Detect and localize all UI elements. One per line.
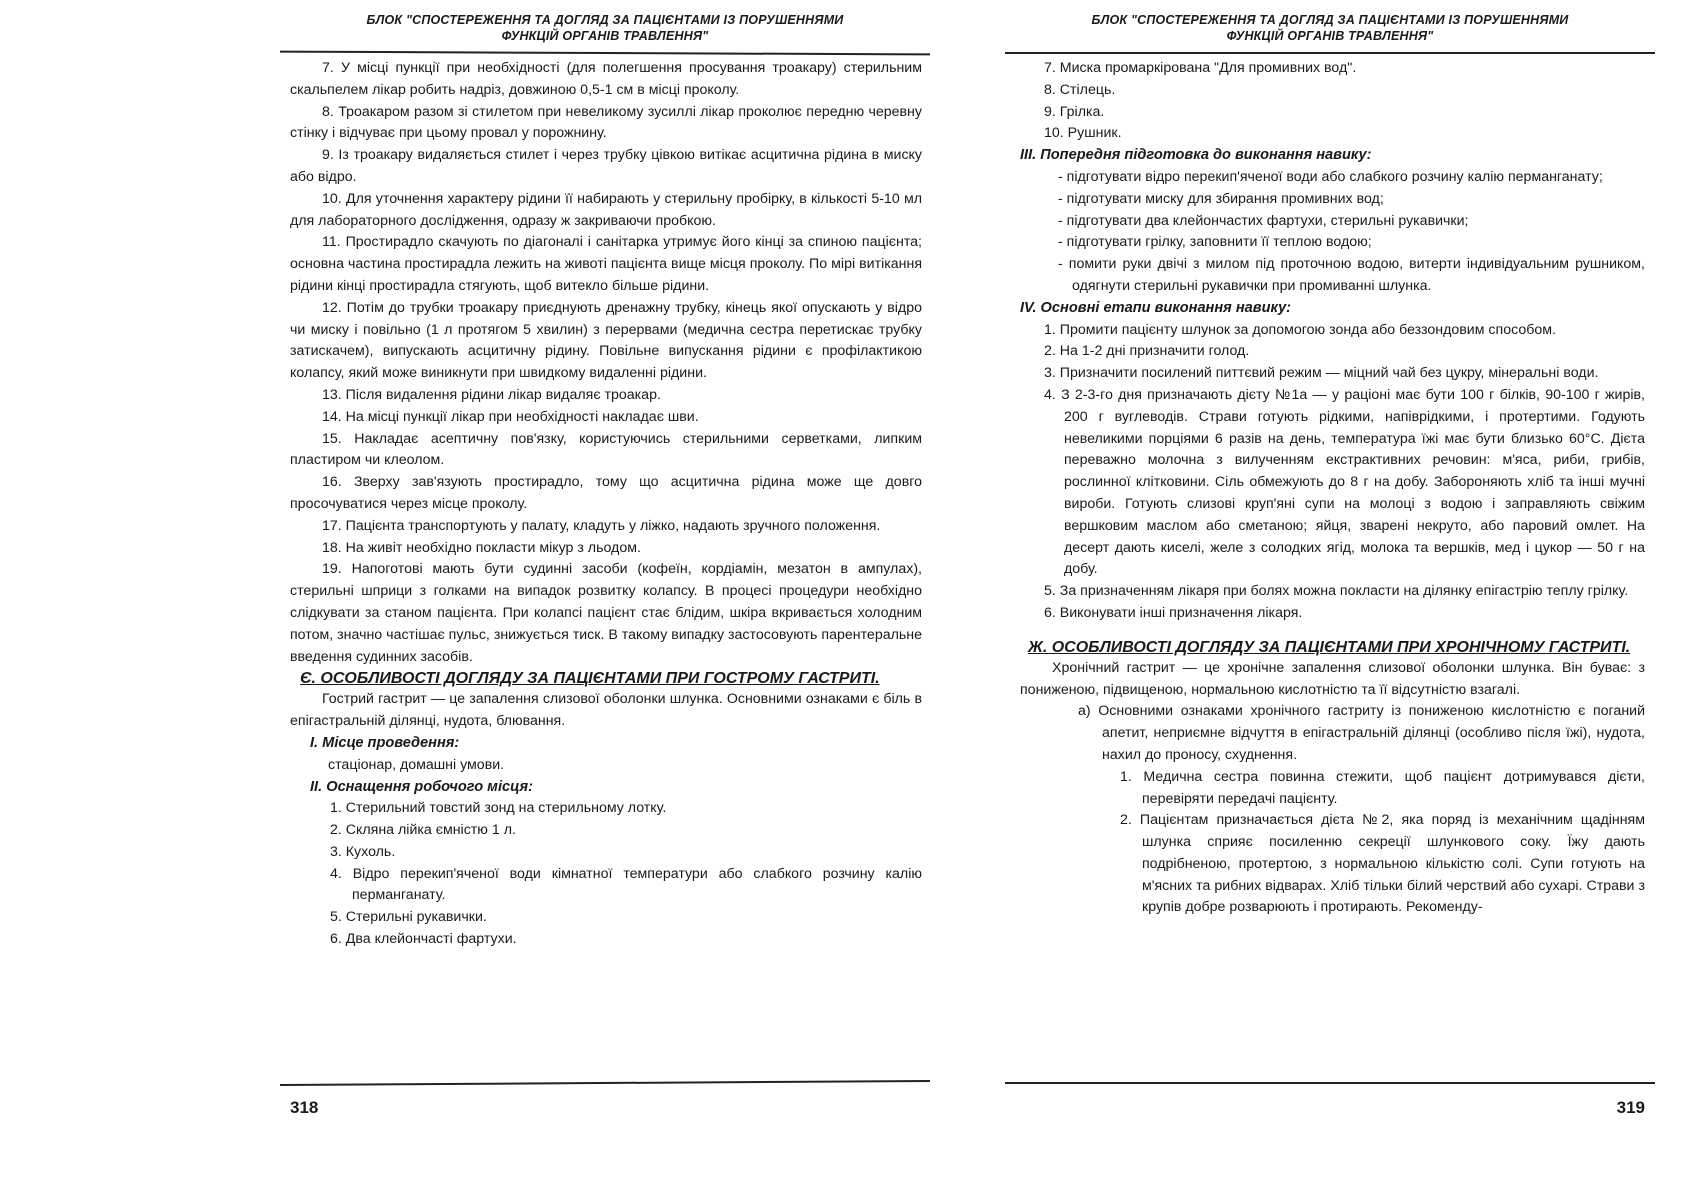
- subsection-heading: ІІ. Оснащення робочого місця:: [310, 778, 534, 795]
- paragraph: 8. Троакаром разом зі стилетом при невеликому зусиллі лікар проколює передню черевну стінку і відчуває при цьому провал у порожнину.: [290, 103, 922, 142]
- step-item: 5. За призначенням лікаря при болях можна покласти на ділянку епігастрію теплу грілку.: [1044, 583, 1629, 600]
- right-page: [1005, 0, 1655, 1193]
- prep-item: - підготувати два клейончастих фартухи, стерильні рукавички;: [1058, 212, 1469, 229]
- list-item: 5. Стерильні рукавички.: [330, 909, 487, 926]
- list-item: 6. Два клейончасті фартухи.: [330, 931, 517, 948]
- page-text: [290, 58, 922, 951]
- page-text: [1020, 58, 1645, 919]
- place-text: стаціонар, домашні умови.: [328, 756, 505, 773]
- subsection-heading: І. Місце проведення:: [310, 734, 460, 751]
- page-number: 318: [290, 1098, 319, 1117]
- section-intro: Гострий гастрит — це запалення слизової оболонки шлунка. Основними ознаками є біль в епігастральній ділянці, нудота, блювання.: [290, 691, 922, 730]
- paragraph: 7. У місці пункції при необхідності (для полегшення просування троакару) стерильним скальпелем лікар робить надріз, довжиною 0,5-1 см в місці проколу.: [290, 60, 922, 98]
- paragraph: 16. Зверху зав'язують простирадло, тому що асцитична рідина може ще довго просочуватися через місце проколу.: [290, 474, 922, 512]
- running-head-line: БЛОК "СПОСТЕРЕЖЕННЯ ТА ДОГЛЯД ЗА ПАЦІЄНТАМИ ІЗ ПОРУШЕННЯМИ: [1091, 13, 1569, 27]
- running-head-line: ФУНКЦІЙ ОРГАНІВ ТРАВЛЕННЯ": [501, 29, 709, 43]
- prep-item: - помити руки двічі з милом під проточною водою, витерти індивідуальним рушником, одягнути стерильні рукавички при промиванні шлунка.: [1058, 256, 1645, 294]
- step-item: 3. Призначити посилений питтєвий режим — міцний чай без цукру, мінеральні води.: [1044, 365, 1599, 382]
- header-rule: [1005, 52, 1655, 54]
- left-page: [280, 0, 930, 1193]
- running-head: [1005, 12, 1655, 44]
- subpoint-a: а) Основними ознаками хронічного гастриту із пониженою кислотністю є поганий апетит, неприємне відчуття в епігастральній ділянці (особливо після їжі), нудота, нахил до проносу, схуднення.: [1078, 703, 1645, 763]
- step-item: 2. На 1-2 дні призначити голод.: [1044, 343, 1250, 360]
- paragraph: 19. Напоготові мають бути судинні засоби (кофеїн, кордіамін, мезатон в ампулах), стерильні шприци з голками на випадок розвитку колапсу. В процесі процедури необхідно слідкувати за станом пацієнта. При колапсі пацієнт стає блідим, шкіра вкривається холодним потом, значно частішає пульс, знижується тиск. В такому випадку застосовують парентеральне введення судинних засобів.: [290, 561, 922, 665]
- section-title: Є. ОСОБЛИВОСТІ ДОГЛЯДУ ЗА ПАЦІЄНТАМИ ПРИ ГОСТРОМУ ГАСТРИТІ.: [300, 670, 880, 688]
- paragraph: 13. Після видалення рідини лікар видаляє троакар.: [322, 386, 661, 403]
- sub-item: 1. Медична сестра повинна стежити, щоб пацієнт дотримувався дієти, перевіряти передачі пацієнту.: [1120, 768, 1645, 807]
- page-number: 319: [1616, 1098, 1645, 1117]
- list-item: 10. Рушник.: [1044, 125, 1122, 142]
- list-item: 1. Стерильний товстий зонд на стерильному лотку.: [330, 800, 667, 817]
- running-head-line: БЛОК "СПОСТЕРЕЖЕННЯ ТА ДОГЛЯД ЗА ПАЦІЄНТАМИ ІЗ ПОРУШЕННЯМИ: [366, 13, 844, 27]
- prep-item: - підготувати миску для збирання промивних вод;: [1058, 190, 1384, 207]
- sub-item: 2. Пацієнтам призначається дієта №2, яка поряд із механічним щадінням шлунка сприяє посиленню секреції шлункового соку. Їжу дають подрібненою, протертою, з нормальною кількістю солі. Супи готують на м'ясних та рибних відварах. Хліб тільки білий черствий або сухарі. Страви з крупів добре розварюють і протирають. Рекоменду-: [1120, 812, 1645, 916]
- step-item: 1. Промити пацієнту шлунок за допомогою зонда або беззондовим способом.: [1044, 321, 1556, 338]
- paragraph: 12. Потім до трубки троакару приєднують дренажну трубку, кінець якої опускають у відро чи миску і повільно (1 л протягом 5 хвилин) з перервами (медична сестра перетискає трубку затискачем), випускають асцитичну рідину. Повільне випускання рідини є профілактикою колапсу, який може виникнути при швидкому видаленні рідини.: [290, 299, 922, 382]
- footer-rule: [280, 1080, 930, 1086]
- subsection-heading: IV. Основні етапи виконання навику:: [1020, 299, 1292, 316]
- section-intro: Хронічний гастрит — це хронічне запалення слизової оболонки шлунка. Він буває: з пониженою, підвищеною, нормальною кислотністю та її відсутністю взагалі.: [1020, 659, 1645, 698]
- paragraph: 9. Із троакару видаляється стилет і через трубку цівкою витікає асцитична рідина в миску або відро.: [290, 147, 922, 185]
- footer-rule: [1005, 1082, 1655, 1084]
- section-title: Ж. ОСОБЛИВОСТІ ДОГЛЯДУ ЗА ПАЦІЄНТАМИ ПРИ ХРОНІЧНОМУ ГАСТРИТІ.: [1028, 638, 1631, 656]
- list-item: 9. Грілка.: [1044, 103, 1105, 120]
- subsection-heading: ІІІ. Попередня підготовка до виконання навику:: [1020, 147, 1372, 164]
- step-item: 6. Виконувати інші призначення лікаря.: [1044, 604, 1303, 621]
- paragraph: 15. Накладає асептичну пов'язку, користуючись стерильними серветками, липким пластиром чи клеолом.: [290, 430, 922, 469]
- list-item: 8. Стілець.: [1044, 81, 1116, 98]
- step-item: 4. З 2-3-го дня призначають дієту №1а — у раціоні має бути 100 г білків, 90-100 г жирів, 200 г вуглеводів. Страви готують рідкими, напіврідкими, і протертими. Годують невеликими порціями 6 разів на день, температура їжі має бути близько 60°С. Дієта переважно молочна з вилученням екстрактивних речовин: м'яса, риби, грибів, рослинної клітковини. Сіль обмежують до 8 г на добу. Забороняють хліб та інші мучні вироби. Готують слизові круп'яні супи на молоці з водою і заправляють свіжим вершковим маслом або сметаною; яйця, зварені некруто, або паровий омлет. На десерт дають киселі, желе з солодких ягід, молока та вершків, мед і цукор — 50 г на добу.: [1044, 386, 1645, 578]
- prep-item: - підготувати відро перекип'яченої води або слабкого розчину калію перманганату;: [1058, 168, 1603, 185]
- list-item: 3. Кухоль.: [330, 843, 396, 860]
- paragraph: 17. Пацієнта транспортують у палату, кладуть у ліжко, надають зручного положення.: [322, 517, 881, 534]
- list-item: 4. Відро перекип'яченої води кімнатної температури або слабкого розчину калію перманганату.: [330, 865, 922, 904]
- list-item: 7. Миска промаркірована "Для промивних вод".: [1044, 60, 1357, 76]
- paragraph: 10. Для уточнення характеру рідини її набирають у стерильну пробірку, в кількості 5-10 мл для лабораторного дослідження, одразу ж закриваючи пробкою.: [290, 190, 922, 229]
- running-head-line: ФУНКЦІЙ ОРГАНІВ ТРАВЛЕННЯ": [1226, 29, 1434, 43]
- paragraph: 11. Простирадло скачують по діагоналі і санітарка утримує його кінці за спиною пацієнта; основна частина простирадла лежить на животі пацієнта вище місця проколу. По мірі витікання рідини кінці простирадла стягують, щоб витекло більше рідини.: [290, 234, 922, 294]
- prep-item: - підготувати грілку, заповнити її теплою водою;: [1058, 234, 1372, 251]
- list-item: 2. Скляна лійка ємністю 1 л.: [330, 822, 516, 839]
- header-rule: [280, 51, 930, 56]
- paragraph: 18. На живіт необхідно покласти мікур з льодом.: [322, 539, 641, 556]
- running-head: [280, 12, 930, 44]
- paragraph: 14. На місці пункції лікар при необхідності накладає шви.: [322, 408, 699, 425]
